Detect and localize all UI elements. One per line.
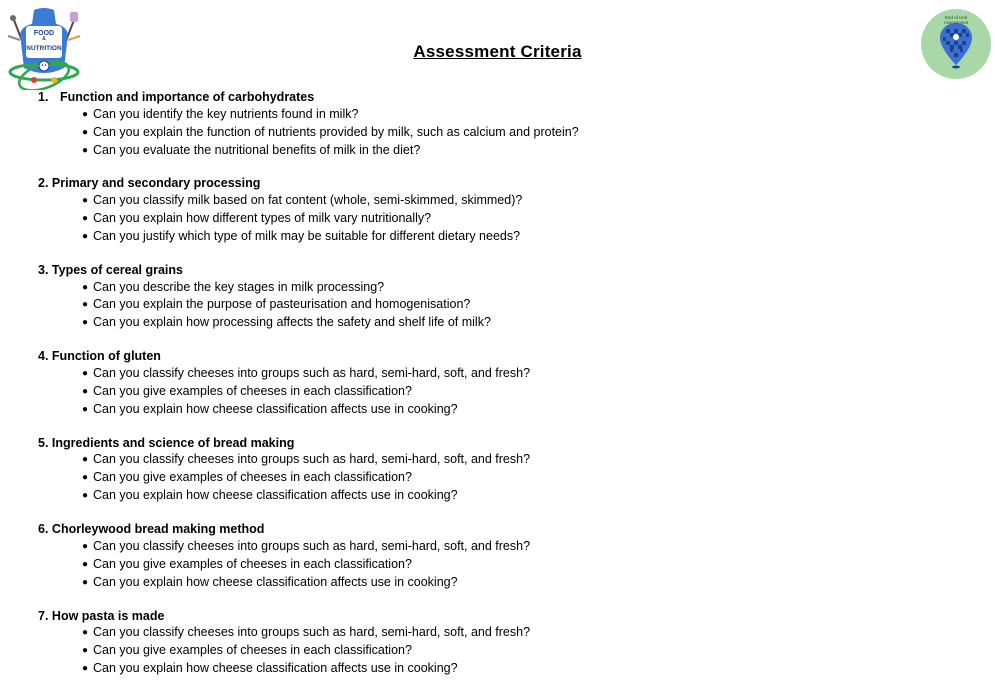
bullet-icon: ●	[82, 576, 89, 588]
bullet-icon: ●	[82, 645, 89, 657]
criteria-item-text: Can you give examples of cheeses in each classification?	[93, 556, 412, 571]
criteria-item-text: Can you classify cheeses into groups such as hard, semi-hard, soft, and fresh?	[93, 452, 531, 467]
bullet-icon: ●	[82, 126, 89, 138]
section-title-text: Ingredients and science of bread making	[51, 435, 295, 450]
criteria-item-text: Can you classify cheeses into groups such as hard, semi-hard, soft, and fresh?	[93, 538, 531, 553]
bullet-icon: ●	[82, 403, 89, 415]
bullet-icon: ●	[82, 230, 89, 242]
criteria-item	[38, 365, 579, 383]
bullet-icon: ●	[82, 108, 89, 120]
criteria-item-text: Can you explain how cheese classification affects use in cooking?	[93, 401, 458, 416]
criteria-item-text: Can you explain how cheese classification affects use in cooking?	[93, 661, 458, 676]
criteria-item	[38, 383, 579, 401]
criteria-item	[38, 451, 579, 469]
section-heading	[38, 262, 579, 279]
criteria-item-text: Can you classify cheeses into groups such as hard, semi-hard, soft, and fresh?	[93, 365, 531, 380]
section-number: 4.	[38, 349, 49, 364]
criteria-item	[38, 192, 579, 210]
criteria-list	[38, 451, 579, 505]
bullet-icon: ●	[82, 144, 89, 156]
bullet-icon: ●	[82, 627, 89, 639]
criteria-item-text: Can you give examples of cheeses in each classification?	[93, 643, 412, 658]
section-title-text: Function and importance of carbohydrates	[60, 90, 315, 104]
criteria-item	[38, 296, 579, 314]
section-heading	[38, 608, 579, 625]
criteria-item-text: Can you explain the purpose of pasteurisation and homogenisation?	[93, 297, 471, 312]
criteria-item	[38, 556, 579, 574]
bullet-icon: ●	[82, 367, 89, 379]
section-heading	[38, 175, 579, 192]
section-number: 1.	[38, 90, 49, 104]
section-title-text: Function of gluten	[51, 349, 161, 364]
criteria-section	[38, 521, 579, 591]
criteria-item-text: Can you give examples of cheeses in each classification?	[93, 470, 412, 485]
bullet-icon: ●	[82, 663, 89, 675]
bullet-icon: ●	[82, 299, 89, 311]
criteria-item	[38, 210, 579, 228]
criteria-item	[38, 142, 579, 160]
criteria-list	[38, 365, 579, 419]
section-number: 3.	[38, 262, 49, 277]
criteria-list	[38, 624, 579, 678]
criteria-item	[38, 538, 579, 556]
criteria-item	[38, 574, 579, 592]
section-number: 7.	[38, 608, 49, 623]
logo-text-nutrition: NUTRITION	[26, 45, 62, 52]
criteria-item	[38, 642, 579, 660]
criteria-item-text: Can you describe the key stages in milk processing?	[93, 279, 385, 294]
criteria-list	[38, 538, 579, 592]
criteria-item-text: Can you give examples of cheeses in each classification?	[93, 383, 412, 398]
section-title-text: Chorleywood bread making method	[51, 522, 265, 537]
section-heading	[38, 89, 579, 106]
criteria-item-text: Can you explain how different types of milk vary nutritionally?	[93, 211, 432, 226]
criteria-list	[38, 106, 579, 160]
section-title-text: Types of cereal grains	[51, 262, 183, 277]
criteria-item	[38, 624, 579, 642]
criteria-section	[38, 608, 579, 678]
logo-text-food: FOOD	[33, 30, 55, 37]
bullet-icon: ●	[82, 317, 89, 329]
criteria-section	[38, 348, 579, 418]
bullet-icon: ●	[82, 195, 89, 207]
bullet-icon: ●	[82, 540, 89, 552]
section-heading	[38, 521, 579, 538]
criteria-item	[38, 487, 579, 505]
section-number: 6.	[38, 522, 49, 537]
criteria-item-text: Can you justify which type of milk may be suitable for different dietary needs?	[93, 228, 521, 243]
bullet-icon: ●	[82, 454, 89, 466]
criteria-item-text: Can you explain how processing affects the safety and shelf life of milk?	[93, 315, 491, 330]
criteria-item	[38, 314, 579, 332]
criteria-item	[38, 124, 579, 142]
bullet-icon: ●	[82, 213, 89, 225]
criteria-item	[38, 106, 579, 124]
criteria-item-text: Can you evaluate the nutritional benefits of milk in the diet?	[93, 142, 421, 157]
section-number: 5.	[38, 435, 49, 450]
criteria-item	[38, 279, 579, 297]
criteria-list	[38, 279, 579, 333]
criteria-section	[38, 175, 579, 245]
criteria-item-text: Can you classify milk based on fat content (whole, semi-skimmed, skimmed)?	[93, 193, 523, 208]
logo-text-amp: &	[42, 36, 46, 42]
section-heading	[38, 435, 579, 452]
criteria-section	[38, 89, 579, 159]
criteria-item-text: Can you identify the key nutrients found in milk?	[93, 106, 359, 121]
bullet-icon: ●	[82, 558, 89, 570]
section-number: 2.	[38, 176, 49, 191]
criteria-sections	[38, 89, 579, 694]
criteria-item	[38, 228, 579, 246]
section-heading	[38, 348, 579, 365]
section-title-text: How pasta is made	[51, 608, 165, 623]
bullet-icon: ●	[82, 490, 89, 502]
criteria-item-text: Can you explain how cheese classification affects use in cooking?	[93, 574, 458, 589]
criteria-item-text: Can you classify cheeses into groups such as hard, semi-hard, soft, and fresh?	[93, 625, 531, 640]
criteria-item	[38, 660, 579, 678]
badge-label: End of Unit Assessment	[943, 15, 969, 25]
criteria-item-text: Can you explain the function of nutrients provided by milk, such as calcium and protein?	[93, 124, 579, 139]
bullet-icon: ●	[82, 472, 89, 484]
criteria-item-text: Can you explain how cheese classification affects use in cooking?	[93, 488, 458, 503]
criteria-item	[38, 469, 579, 487]
bullet-icon: ●	[82, 281, 89, 293]
criteria-section	[38, 262, 579, 332]
criteria-list	[38, 192, 579, 246]
section-title-text: Primary and secondary processing	[51, 176, 261, 191]
page-title: Assessment Criteria	[413, 42, 582, 61]
criteria-section	[38, 435, 579, 505]
criteria-item	[38, 401, 579, 419]
bullet-icon: ●	[82, 385, 89, 397]
